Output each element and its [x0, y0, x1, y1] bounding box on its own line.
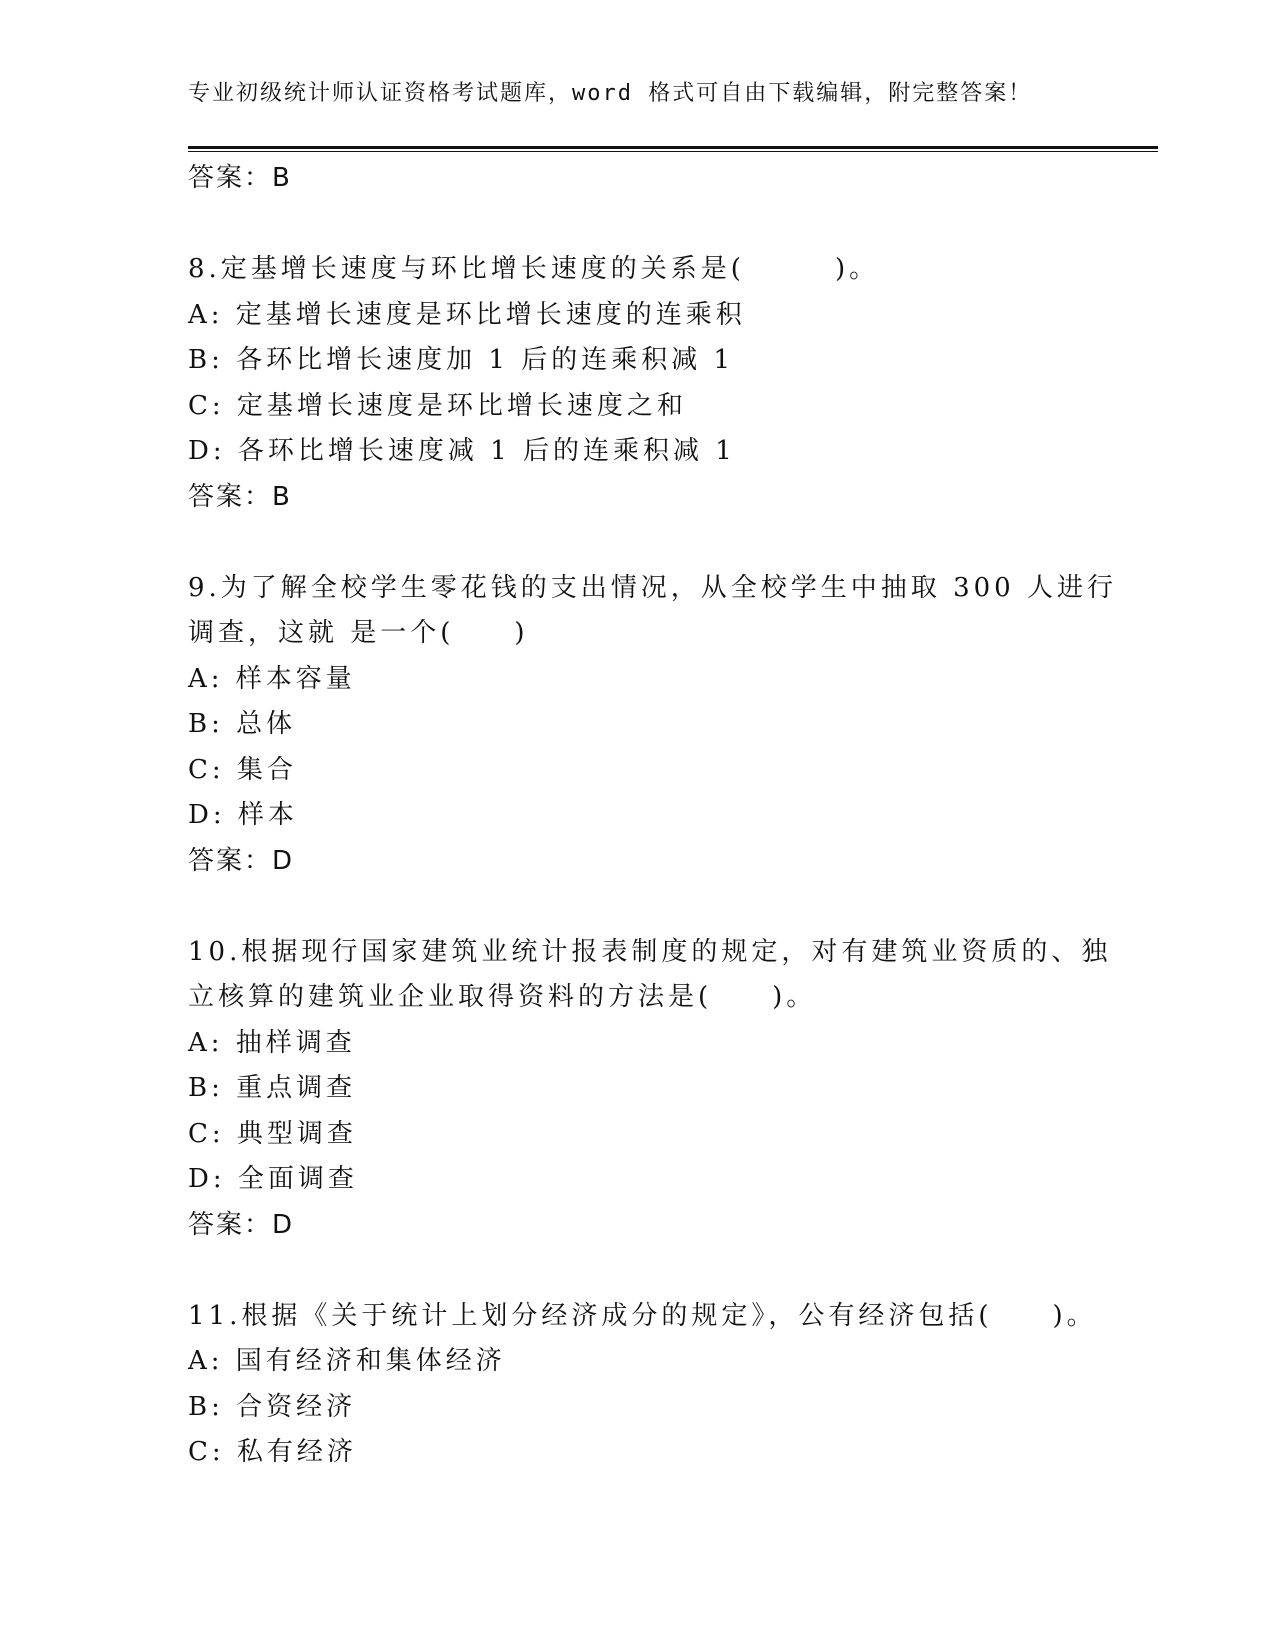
question-block — [188, 566, 1118, 885]
question-block — [188, 930, 1118, 1249]
answer-line: 答案：B — [188, 163, 292, 193]
header-rule-thin — [188, 151, 1158, 152]
answer-line: 答案：D — [188, 1209, 295, 1240]
page-header: 专业初级统计师认证资格考试题库，word 格式可自由下载编辑，附完整答案！ — [188, 81, 1033, 106]
option-b: B: 合资经济 — [188, 1391, 357, 1422]
option-b: B: 总体 — [188, 709, 297, 739]
question-stem-continued: 调查，这就 是一个( ) — [188, 618, 529, 648]
question-block — [188, 247, 1118, 520]
answer-line: 答案：B — [188, 481, 292, 512]
option-c: C: 典型调查 — [188, 1118, 357, 1149]
option-c: C: 私有经济 — [188, 1437, 357, 1467]
spacer — [188, 520, 1118, 566]
spacer — [188, 202, 1118, 248]
question-stem: 10.根据现行国家建筑业统计报表制度的规定，对有建筑业资质的、独 — [188, 936, 1112, 967]
answer-line: 答案：D — [188, 845, 295, 876]
document-body — [188, 156, 1118, 1476]
option-a: A: 抽样调查 — [188, 1027, 356, 1058]
question-stem-continued: 立核算的建筑业企业取得资料的方法是( )。 — [188, 982, 817, 1012]
option-a: A: 国有经济和集体经济 — [188, 1346, 506, 1376]
spacer — [188, 884, 1118, 930]
header-rule-thick — [188, 146, 1158, 149]
question-block — [188, 1294, 1118, 1476]
option-c: C: 集合 — [188, 754, 297, 785]
option-a: A: 样本容量 — [188, 663, 356, 694]
option-a: A: 定基增长速度是环比增长速度的连乘积 — [188, 299, 746, 330]
option-d: D: 全面调查 — [188, 1164, 358, 1194]
question-stem: 8.定基增长速度与环比增长速度的关系是( )。 — [188, 254, 880, 284]
option-b: B: 各环比增长速度加 1 后的连乘积减 1 — [188, 345, 735, 375]
option-d: D: 样本 — [188, 800, 298, 830]
spacer — [188, 1248, 1118, 1294]
question-stem: 9.为了解全校学生零花钱的支出情况，从全校学生中抽取 300 人进行 — [188, 572, 1117, 603]
option-b: B: 重点调查 — [188, 1073, 357, 1103]
question-stem: 11.根据《关于统计上划分经济成分的规定》，公有经济包括( )。 — [188, 1300, 1097, 1331]
option-c: C: 定基增长速度是环比增长速度之和 — [188, 390, 687, 421]
option-d: D: 各环比增长速度减 1 后的连乘积减 1 — [188, 436, 736, 466]
